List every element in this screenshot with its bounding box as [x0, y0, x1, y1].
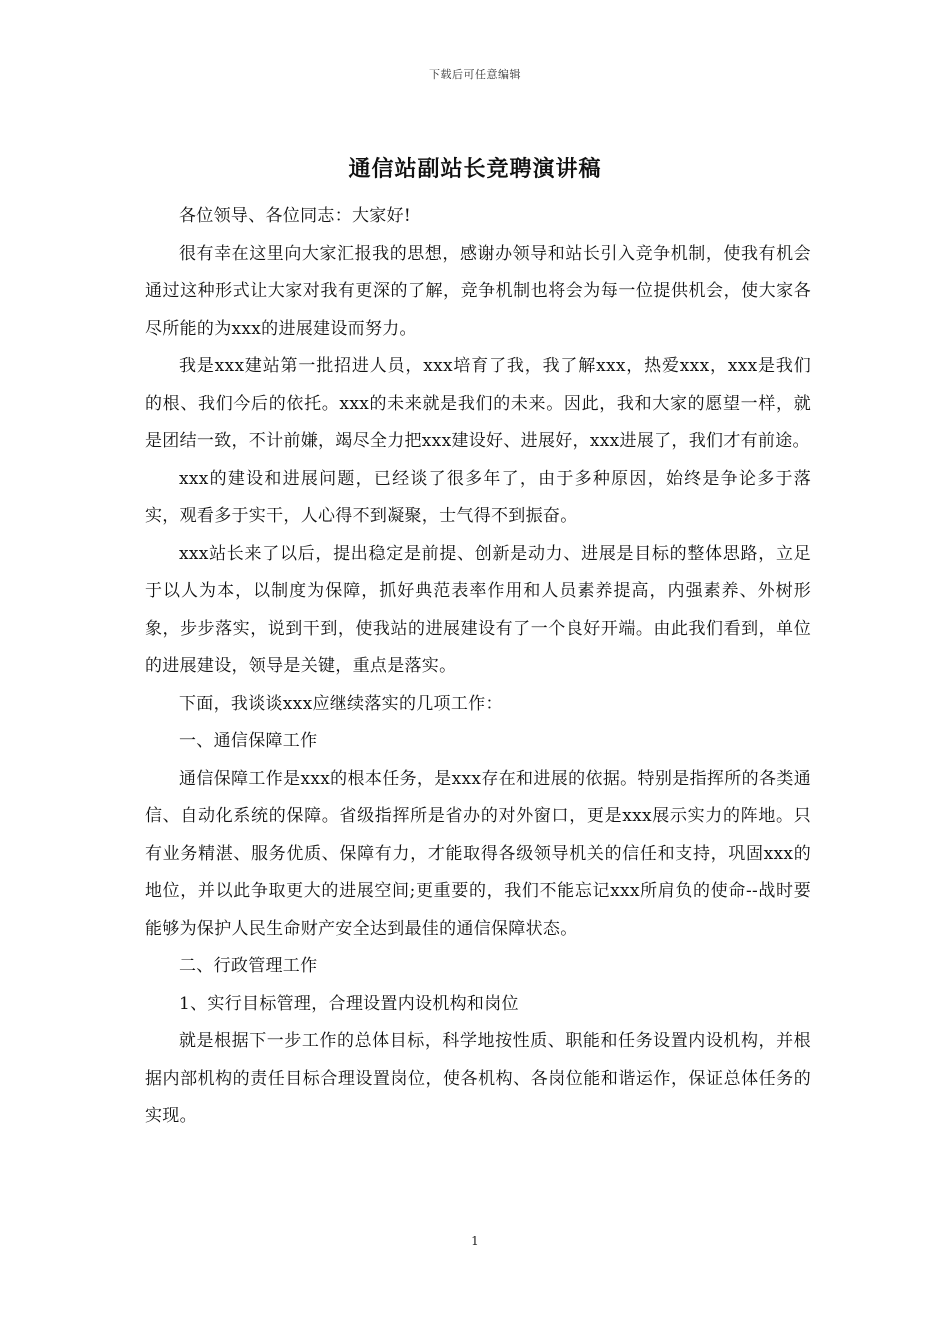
body-paragraph: 我是xxx建站第一批招进人员，xxx培育了我，我了解xxx，热爱xxx，xxx是我们的根、我们今后的依托。xxx的未来就是我们的未来。因此，我和大家的愿望一样，就是团结一致，不计前嫌，竭尽全力把xxx建设好、进展好，xxx进展了，我们才有前途。 [145, 356, 811, 451]
page-number: 1 [471, 1234, 479, 1248]
header-note: 下载后可任意编辑 [429, 68, 521, 81]
body-paragraph: 就是根据下一步工作的总体目标，科学地按性质、职能和任务设置内设机构，并根据内部机构的责任目标合理设置岗位，使各机构、各岗位能和谐运作，保证总体任务的实现。 [145, 1031, 811, 1126]
body-paragraph: 通信保障工作是xxx的根本任务，是xxx存在和进展的依据。特别是指挥所的各类通信、自动化系统的保障。省级指挥所是省办的对外窗口，更是xxx展示实力的阵地。只有业务精湛、服务优质、保障有力，才能取得各级领导机关的信任和支持，巩固xxx的地位，并以此争取更大的进展空间;更重要的，我们不能忘记xxx所肩负的使命--战时要能够为保护人民生命财产安全达到最佳的通信保障状态。 [145, 768, 811, 939]
document-body [145, 198, 811, 1136]
body-paragraph: 下面，我谈谈xxx应继续落实的几项工作： [179, 693, 503, 714]
body-paragraph: 很有幸在这里向大家汇报我的思想，感谢办领导和站长引入竞争机制，使我有机会通过这种形式让大家对我有更深的了解，竞争机制也将会为每一位提供机会，使大家各尽所能的为xxx的进展建设而努力。 [145, 243, 811, 339]
section-heading: 一、通信保障工作 [179, 731, 318, 751]
body-paragraph: xxx的建设和进展问题，已经谈了很多年了，由于多种原因，始终是争论多于落实，观看多于实干，人心得不到凝聚，士气得不到振奋。 [145, 468, 811, 526]
body-paragraph: xxx站长来了以后，提出稳定是前提、创新是动力、进展是目标的整体思路，立足于以人为本，以制度为保障，抓好典范表率作用和人员素养提高，内强素养、外树形象，步步落实，说到干到，使我站的进展建设有了一个良好开端。由此我们看到，单位的进展建设，领导是关键，重点是落实。 [145, 543, 811, 676]
section-heading: 二、行政管理工作 [179, 956, 318, 976]
document-title: 通信站副站长竞聘演讲稿 [348, 156, 602, 182]
greeting-paragraph: 各位领导、各位同志：大家好! [179, 206, 412, 226]
subsection-heading: 1、实行目标管理，合理设置内设机构和岗位 [179, 993, 519, 1014]
